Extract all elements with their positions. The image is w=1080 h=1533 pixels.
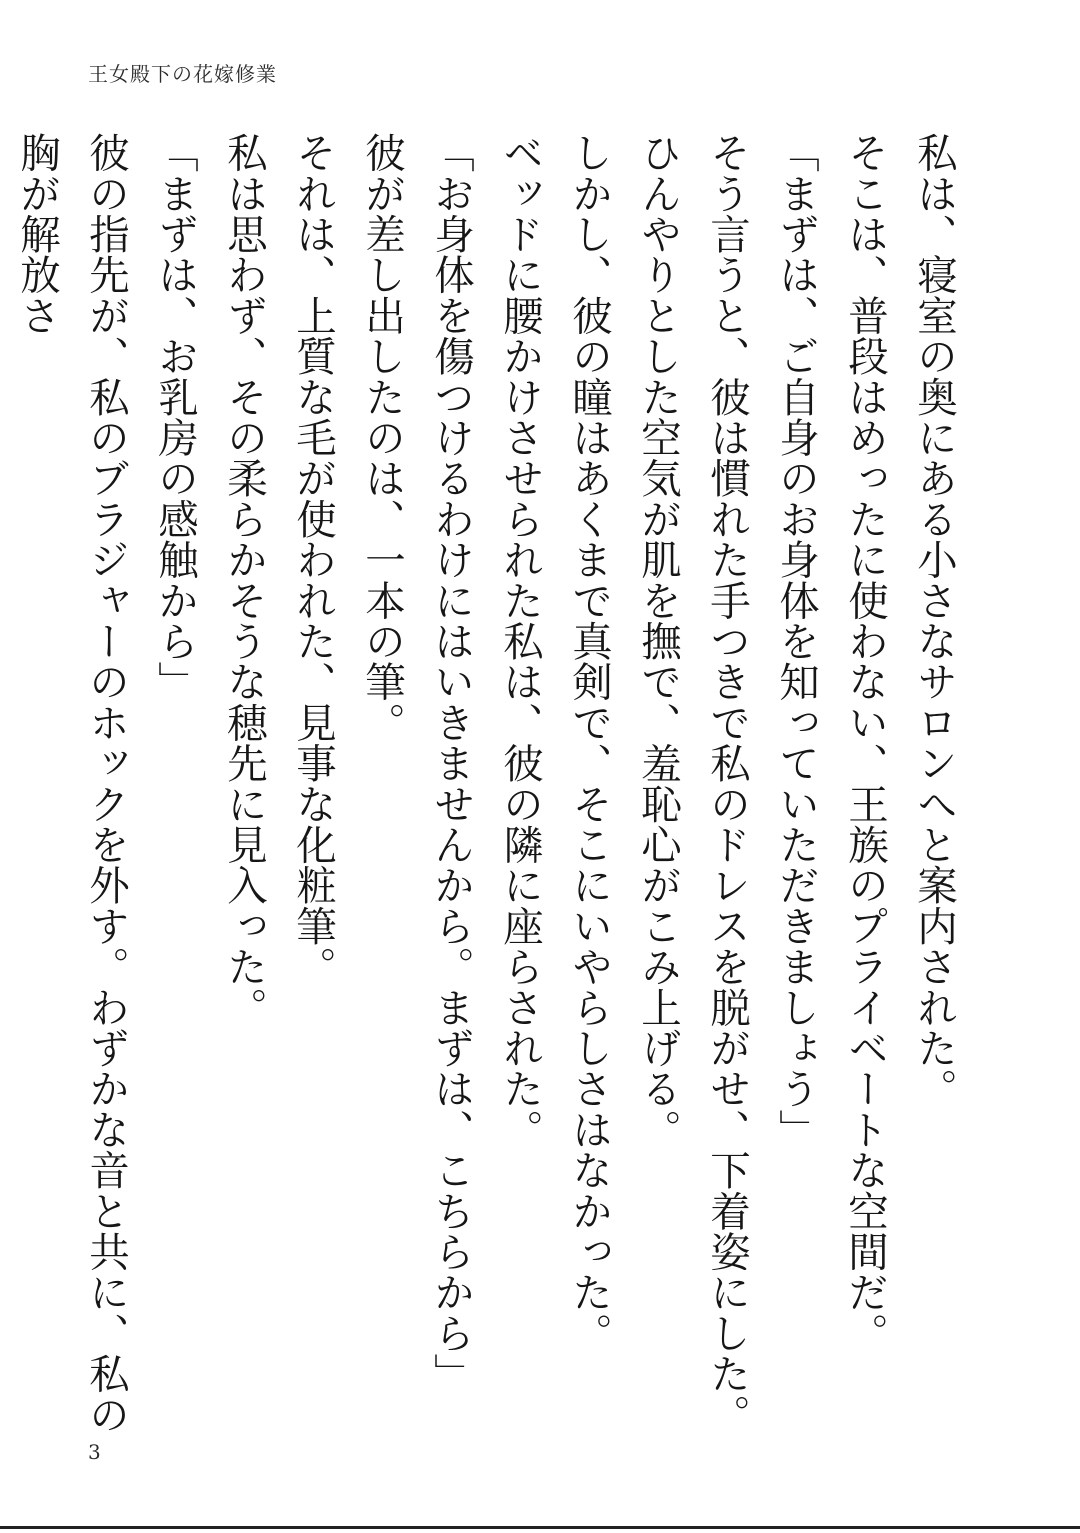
text-line: ベッドに腰かけさせられた私は、彼の隣に座らされた。 xyxy=(496,132,544,1150)
text-line: 彼が差し出したのは、一本の筆。 xyxy=(358,132,406,743)
page-number: 3 xyxy=(88,1440,101,1464)
text-line: 「お身体を傷つけるわけにはいきませんから。まずは、こちらから」 xyxy=(427,132,475,1394)
bottom-divider xyxy=(0,1526,1080,1529)
vertical-body-text xyxy=(2,132,968,1472)
text-line: 「まずは、お乳房の感触から」 xyxy=(151,132,199,702)
text-line: そう言うと、彼は慣れた手つきで私のドレスを脱がせ、下着姿にした。 xyxy=(703,132,751,1435)
text-line: そこは、普段はめったに使わない、王族のプライベートな空間だ。 xyxy=(841,132,889,1353)
running-header-book-title: 王女殿下の花嫁修業 xyxy=(88,62,277,86)
text-line: しかし、彼の瞳はあくまで真剣で、そこにいやらしさはなかった。 xyxy=(565,132,613,1353)
text-line: ひんやりとした空気が肌を撫で、羞恥心がこみ上げる。 xyxy=(634,132,682,1150)
text-line: 私は思わず、その柔らかそうな穂先に見入った。 xyxy=(220,132,268,1028)
text-line: それは、上質な毛が使われた、見事な化粧筆。 xyxy=(289,132,337,987)
text-line: 私は、寝室の奥にある小さなサロンへと案内された。 xyxy=(910,132,958,1109)
text-line: 彼の指先が、私のブラジャーのホックを外す。わずかな音と共に、私の胸が解放さ xyxy=(13,132,130,1435)
text-line: 「まずは、ご自身のお身体を知っていただきましょう」 xyxy=(772,132,820,1150)
